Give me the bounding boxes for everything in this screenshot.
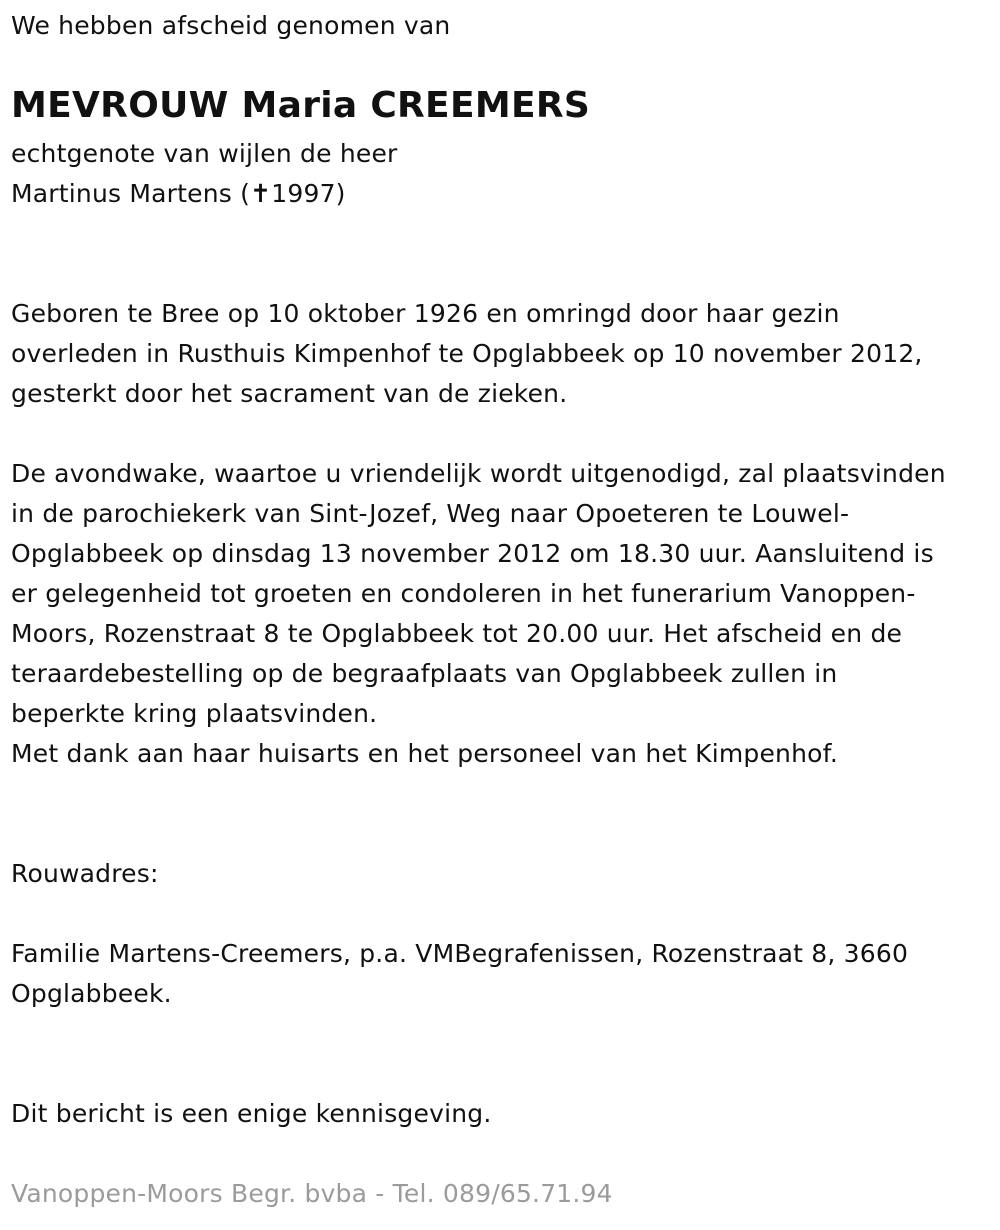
birth-death-line: Geboren te Bree op 10 oktober 1926 en omringd door haar gezin	[11, 299, 840, 328]
relation-line-2: Martinus Martens (✝1997)	[11, 179, 346, 208]
address-line: Familie Martens-Creemers, p.a. VMBegrafenissen, Rozenstraat 8, 3660	[11, 939, 909, 968]
ceremony-line: Opglabbeek op dinsdag 13 november 2012 om 18.30 uur. Aansluitend is	[11, 539, 934, 568]
address-line: Opglabbeek.	[11, 979, 172, 1008]
birth-death-line: gesterkt door het sacrament van de zieken.	[11, 379, 568, 408]
ceremony-line: in de parochiekerk van Sint-Jozef, Weg naar Opoeteren te Louwel-	[11, 499, 850, 528]
ceremony-line: teraardebestelling op de begraafplaats van Opglabbeek zullen in	[11, 659, 838, 688]
deceased-name: MEVROUW Maria CREEMERS	[11, 85, 591, 126]
footer-contact: Vanoppen-Moors Begr. bvba - Tel. 089/65.71.94	[11, 1179, 613, 1208]
ceremony-line: De avondwake, waartoe u vriendelijk wordt uitgenodigd, zal plaatsvinden	[11, 459, 946, 488]
ceremony-line: er gelegenheid tot groeten en condoleren in het funerarium Vanoppen-	[11, 579, 916, 608]
birth-death-line: overleden in Rusthuis Kimpenhof te Opglabbeek op 10 november 2012,	[11, 339, 923, 368]
ceremony-line: beperkte kring plaatsvinden.	[11, 699, 378, 728]
notice-text: Dit bericht is een enige kennisgeving.	[11, 1099, 492, 1128]
intro-text: We hebben afscheid genomen van	[11, 11, 451, 40]
address-label: Rouwadres:	[11, 859, 159, 888]
thanks-line: Met dank aan haar huisarts en het personeel van het Kimpenhof.	[11, 739, 838, 768]
ceremony-line: Moors, Rozenstraat 8 te Opglabbeek tot 20.00 uur. Het afscheid en de	[11, 619, 903, 648]
relation-line-1: echtgenote van wijlen de heer	[11, 139, 398, 168]
